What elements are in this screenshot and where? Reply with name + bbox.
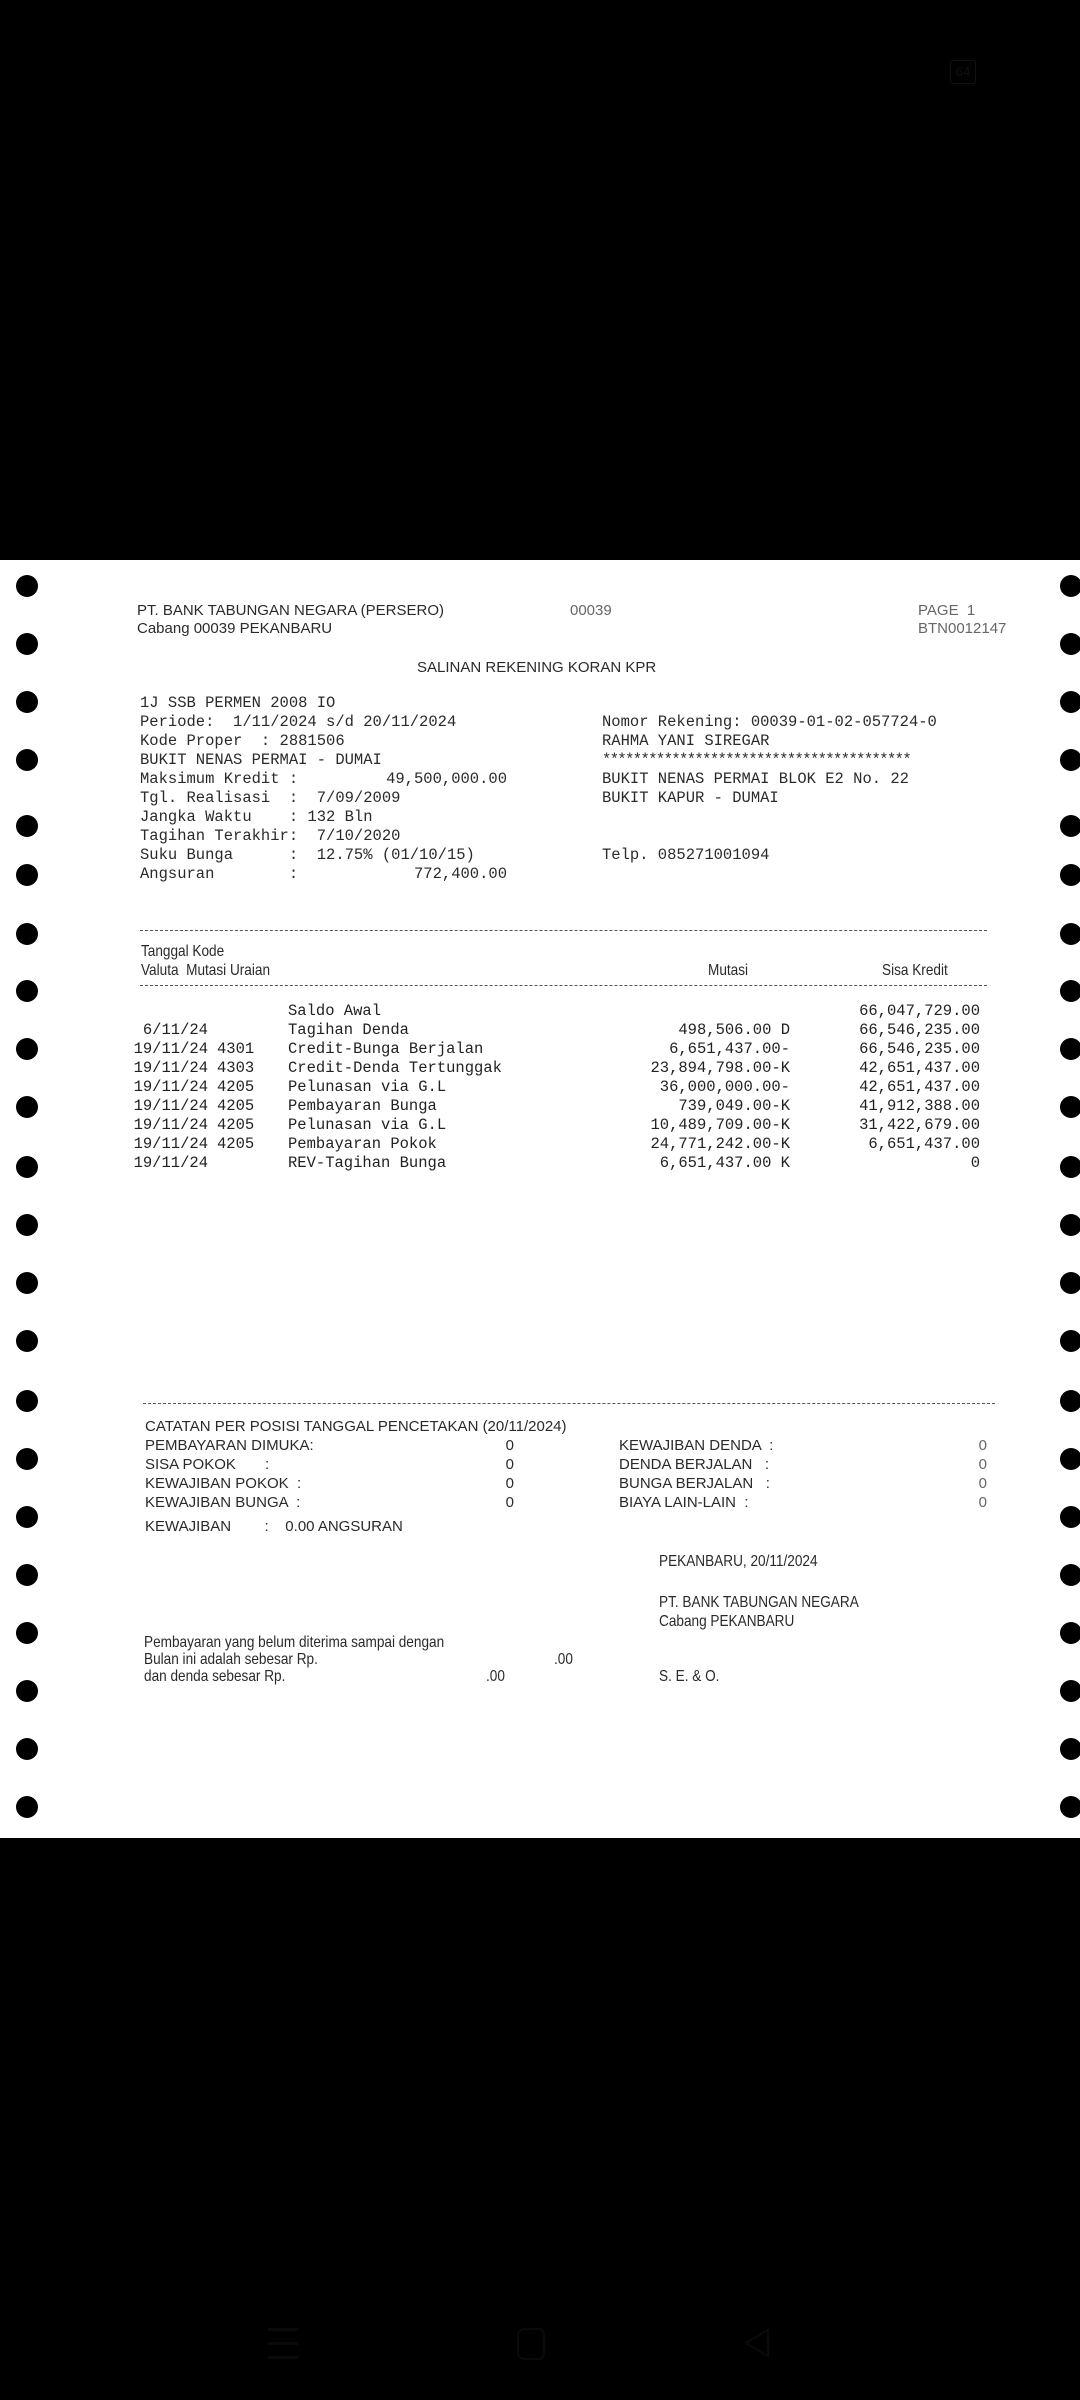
feed-hole bbox=[16, 1796, 38, 1818]
feed-hole bbox=[16, 1738, 38, 1760]
note-value: 0 bbox=[978, 1456, 987, 1473]
note-label: BUNGA BERJALAN : bbox=[619, 1475, 770, 1492]
feed-hole bbox=[1060, 980, 1080, 1002]
note-value: 0 bbox=[505, 1437, 514, 1454]
statement-paper bbox=[0, 560, 1080, 1838]
table-row bbox=[0, 1097, 1080, 1116]
feed-hole bbox=[1060, 575, 1080, 597]
feed-hole bbox=[1060, 1680, 1080, 1702]
note-value: 0 bbox=[505, 1475, 514, 1492]
note-label: PEMBAYARAN DIMUKA: bbox=[145, 1437, 314, 1454]
cell-mutasi: 739,049.00-K bbox=[678, 1097, 790, 1115]
recent-apps-button[interactable] bbox=[268, 2328, 302, 2364]
feed-hole bbox=[1060, 923, 1080, 945]
table-row bbox=[0, 1059, 1080, 1078]
cell-sisa-kredit: 66,047,729.00 bbox=[859, 1002, 980, 1020]
feed-hole bbox=[16, 980, 38, 1002]
column-sisa-kredit: Sisa Kredit bbox=[882, 962, 948, 979]
feed-hole bbox=[16, 633, 38, 655]
feed-hole bbox=[16, 1330, 38, 1352]
cell-uraian: Credit-Denda Tertunggak bbox=[288, 1059, 502, 1077]
branch-code: 00039 bbox=[570, 602, 612, 619]
feed-hole bbox=[1060, 1214, 1080, 1236]
feed-hole bbox=[1060, 749, 1080, 771]
feed-hole bbox=[1060, 1390, 1080, 1412]
customer-name: RAHMA YANI SIREGAR bbox=[602, 732, 770, 750]
maks-kredit-value: 49,500,000.00 bbox=[386, 770, 507, 788]
cell-mutasi: 6,651,437.00- bbox=[669, 1040, 790, 1058]
cell-uraian: REV-Tagihan Bunga bbox=[288, 1154, 447, 1172]
divider bbox=[140, 930, 987, 931]
feed-hole bbox=[1060, 1564, 1080, 1586]
cell-sisa-kredit: 42,651,437.00 bbox=[859, 1078, 980, 1096]
telephone: Telp. 085271001094 bbox=[602, 846, 770, 864]
tagihan-terakhir: Tagihan Terakhir: 7/10/2020 bbox=[140, 827, 401, 845]
remark-line-3-value: .00 bbox=[486, 1668, 505, 1685]
feed-hole bbox=[1060, 1796, 1080, 1818]
cell-tanggal: 19/11/24 bbox=[133, 1154, 208, 1172]
note-label: KEWAJIBAN BUNGA : bbox=[145, 1494, 301, 1511]
cell-tanggal: 19/11/24 bbox=[133, 1040, 208, 1058]
note-value: 0 bbox=[978, 1437, 987, 1454]
cell-tanggal: 19/11/24 bbox=[133, 1059, 208, 1077]
location: BUKIT NENAS PERMAI - DUMAI bbox=[140, 751, 382, 769]
cell-mutasi: 24,771,242.00-K bbox=[650, 1135, 790, 1153]
feed-hole bbox=[1060, 1738, 1080, 1760]
table-row bbox=[0, 1002, 1080, 1021]
cell-kode: 4301 bbox=[217, 1040, 255, 1058]
cell-kode: 4205 bbox=[217, 1135, 255, 1153]
footer-branch: Cabang PEKANBARU bbox=[659, 1613, 795, 1630]
cell-uraian: Pelunasan via G.L bbox=[288, 1116, 447, 1134]
column-mutasi: Mutasi bbox=[708, 962, 749, 979]
feed-hole bbox=[16, 1506, 38, 1528]
program-code: 1J SSB PERMEN 2008 IO bbox=[140, 694, 336, 712]
branch-name: Cabang 00039 PEKANBARU bbox=[137, 620, 333, 637]
note-value: 0 bbox=[978, 1494, 987, 1511]
cell-kode: 4205 bbox=[217, 1078, 255, 1096]
feed-hole bbox=[16, 1680, 38, 1702]
feed-hole bbox=[1060, 633, 1080, 655]
cell-tanggal: 19/11/24 bbox=[133, 1135, 208, 1153]
cell-kode: 4205 bbox=[217, 1097, 255, 1115]
maks-kredit-label: Maksimum Kredit : bbox=[140, 770, 299, 788]
address-line-1: BUKIT NENAS PERMAI BLOK E2 No. 22 bbox=[602, 770, 909, 788]
note-value: 0 bbox=[978, 1475, 987, 1492]
cell-sisa-kredit: 66,546,235.00 bbox=[859, 1040, 980, 1058]
cell-uraian: Pembayaran Pokok bbox=[288, 1135, 437, 1153]
cell-sisa-kredit: 42,651,437.00 bbox=[859, 1059, 980, 1077]
remark-line-3-label: dan denda sebesar Rp. bbox=[144, 1668, 286, 1685]
address-line-2: BUKIT KAPUR - DUMAI bbox=[602, 789, 779, 807]
feed-hole bbox=[16, 864, 38, 886]
feed-hole bbox=[16, 923, 38, 945]
jangka-waktu: Jangka Waktu : 132 Bln bbox=[140, 808, 373, 826]
note-value: 0 bbox=[505, 1456, 514, 1473]
note-label: KEWAJIBAN DENDA : bbox=[619, 1437, 774, 1454]
cell-tanggal: 19/11/24 bbox=[133, 1078, 208, 1096]
feed-hole bbox=[16, 1390, 38, 1412]
feed-hole bbox=[16, 749, 38, 771]
cell-uraian: Saldo Awal bbox=[288, 1002, 382, 1020]
cell-mutasi: 6,651,437.00 K bbox=[659, 1154, 790, 1172]
feed-hole bbox=[16, 1272, 38, 1294]
cell-sisa-kredit: 0 bbox=[970, 1154, 980, 1172]
tgl-realisasi: Tgl. Realisasi : 7/09/2009 bbox=[140, 789, 401, 807]
cell-uraian: Tagihan Denda bbox=[288, 1021, 409, 1039]
kewajiban-angsuran: KEWAJIBAN : 0.00 ANGSURAN bbox=[145, 1518, 403, 1535]
cell-tanggal: 19/11/24 bbox=[133, 1097, 208, 1115]
cell-uraian: Pelunasan via G.L bbox=[288, 1078, 447, 1096]
feed-hole bbox=[16, 1622, 38, 1644]
feed-hole bbox=[1060, 691, 1080, 713]
navigation-bar bbox=[0, 2290, 1080, 2400]
table-row bbox=[0, 1116, 1080, 1135]
cell-sisa-kredit: 41,912,388.00 bbox=[859, 1097, 980, 1115]
cell-sisa-kredit: 6,651,437.00 bbox=[868, 1135, 980, 1153]
feed-hole bbox=[1060, 815, 1080, 837]
page-title: SALINAN REKENING KORAN KPR bbox=[417, 659, 657, 676]
s-e-o: S. E. & O. bbox=[659, 1668, 720, 1685]
feed-hole bbox=[1060, 1448, 1080, 1470]
table-row bbox=[0, 1078, 1080, 1097]
suku-bunga: Suku Bunga : 12.75% (01/10/15) bbox=[140, 846, 475, 864]
kode-proper: Kode Proper : 2881506 bbox=[140, 732, 345, 750]
angsuran-value: 772,400.00 bbox=[413, 865, 507, 883]
back-icon bbox=[740, 2328, 770, 2358]
page-number: PAGE 1 bbox=[918, 602, 976, 619]
note-value: 0 bbox=[505, 1494, 514, 1511]
note-label: BIAYA LAIN-LAIN : bbox=[619, 1494, 749, 1511]
place-date: PEKANBARU, 20/11/2024 bbox=[659, 1553, 818, 1570]
feed-hole bbox=[16, 1564, 38, 1586]
feed-hole bbox=[1060, 1506, 1080, 1528]
cell-tanggal: 19/11/24 bbox=[133, 1116, 208, 1134]
notes-title: CATATAN PER POSISI TANGGAL PENCETAKAN (20/11/2024) bbox=[145, 1418, 567, 1435]
feed-hole bbox=[1060, 864, 1080, 886]
feed-hole bbox=[16, 815, 38, 837]
cell-kode: 4303 bbox=[217, 1059, 255, 1077]
remark-line-2-label: Bulan ini adalah sebesar Rp. bbox=[144, 1651, 318, 1668]
table-row bbox=[0, 1021, 1080, 1040]
feed-hole bbox=[16, 1448, 38, 1470]
remark-line-1: Pembayaran yang belum diterima sampai dengan bbox=[144, 1634, 445, 1651]
feed-hole bbox=[16, 691, 38, 713]
cell-uraian: Credit-Bunga Berjalan bbox=[288, 1040, 484, 1058]
cell-sisa-kredit: 66,546,235.00 bbox=[859, 1021, 980, 1039]
bank-name: PT. BANK TABUNGAN NEGARA (PERSERO) bbox=[137, 602, 445, 619]
table-row bbox=[0, 1135, 1080, 1154]
cell-mutasi: 23,894,798.00-K bbox=[650, 1059, 790, 1077]
table-row bbox=[0, 1040, 1080, 1059]
periode: Periode: 1/11/2024 s/d 20/11/2024 bbox=[140, 713, 457, 731]
divider bbox=[143, 1403, 995, 1404]
note-label: DENDA BERJALAN : bbox=[619, 1456, 770, 1473]
feed-hole bbox=[16, 1214, 38, 1236]
feed-hole bbox=[16, 575, 38, 597]
cell-mutasi: 10,489,709.00-K bbox=[650, 1116, 790, 1134]
cell-mutasi: 498,506.00 D bbox=[678, 1021, 790, 1039]
cell-tanggal: 6/11/24 bbox=[142, 1021, 208, 1039]
home-button[interactable] bbox=[517, 2328, 545, 2360]
angsuran-label: Angsuran : bbox=[140, 865, 299, 883]
table-header-line1: Tanggal Kode bbox=[141, 943, 225, 960]
divider bbox=[140, 985, 987, 986]
doc-code: BTN0012147 bbox=[918, 620, 1007, 637]
feed-hole bbox=[1060, 1330, 1080, 1352]
status-bar bbox=[0, 0, 1080, 110]
back-button[interactable] bbox=[740, 2328, 770, 2358]
cell-mutasi: 36,000,000.00- bbox=[659, 1078, 790, 1096]
footer-bank: PT. BANK TABUNGAN NEGARA bbox=[659, 1594, 859, 1611]
table-row bbox=[0, 1154, 1080, 1173]
cell-kode: 4205 bbox=[217, 1116, 255, 1134]
table-header-line2: Valuta Mutasi Uraian bbox=[141, 962, 271, 979]
cell-sisa-kredit: 31,422,679.00 bbox=[859, 1116, 980, 1134]
feed-hole bbox=[1060, 1272, 1080, 1294]
note-label: KEWAJIBAN POKOK : bbox=[145, 1475, 302, 1492]
cell-uraian: Pembayaran Bunga bbox=[288, 1097, 437, 1115]
battery-icon: 64 bbox=[950, 60, 976, 84]
nomor-rekening: Nomor Rekening: 00039-01-02-057724-0 bbox=[602, 713, 937, 731]
note-label: SISA POKOK : bbox=[145, 1456, 270, 1473]
feed-hole bbox=[1060, 1622, 1080, 1644]
stars-line: **************************************** bbox=[602, 751, 911, 769]
remark-line-2-value: .00 bbox=[554, 1651, 573, 1668]
